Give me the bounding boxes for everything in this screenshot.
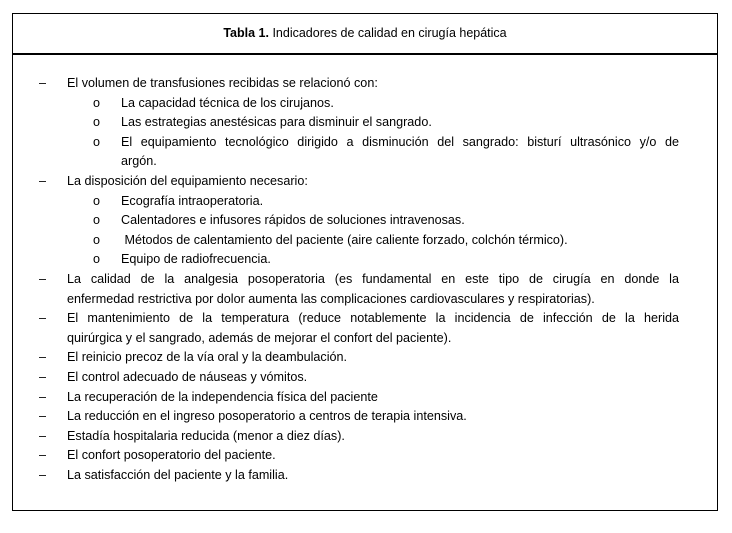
list-item	[13, 348, 717, 368]
dash-bullet: –	[39, 173, 47, 188]
sub-item	[13, 250, 717, 270]
line-text: El control adecuado de náuseas y vómitos.	[67, 369, 308, 384]
sub-item	[13, 113, 717, 133]
dash-bullet: –	[39, 467, 47, 482]
line-text: Ecografía intraoperatoria.	[121, 193, 264, 208]
line-text: El volumen de transfusiones recibidas se relacionó con:	[67, 76, 378, 90]
list-item-line	[13, 309, 717, 329]
dash-bullet: –	[39, 448, 47, 463]
circle-bullet: o	[93, 193, 101, 208]
circle-bullet: o	[93, 95, 101, 110]
line-text: La recuperación de la independencia física del paciente	[67, 389, 378, 404]
line-text: La calidad de la analgesia posoperatoria (es fundamental en este tipo de cirugía en donde la	[67, 271, 679, 286]
list-item	[13, 388, 717, 408]
line-text: Equipo de radiofrecuencia.	[121, 252, 271, 267]
line-text: La capacidad técnica de los cirujanos.	[121, 95, 334, 110]
list-item	[13, 74, 717, 94]
quality-indicators-table	[12, 13, 718, 511]
indicator-list	[13, 74, 717, 485]
line-text: El equipamiento tecnológico dirigido a disminución del sangrado: bisturí ultrasónico y/o de	[121, 134, 679, 149]
circle-bullet: o	[93, 134, 101, 149]
list-item-line	[13, 290, 717, 310]
list-item	[13, 446, 717, 466]
dash-bullet: –	[39, 389, 47, 404]
sub-item	[13, 231, 717, 251]
list-item	[13, 172, 717, 192]
line-text: enfermedad restrictiva por dolor aumenta las complicaciones cardiovasculares y respiratorias).	[67, 291, 595, 306]
circle-bullet: o	[93, 252, 101, 267]
dash-bullet: –	[39, 76, 47, 90]
line-text: Métodos de calentamiento del paciente (aire caliente forzado, colchón térmico).	[121, 232, 568, 247]
dash-bullet: –	[39, 311, 47, 326]
list-item	[13, 407, 717, 427]
list-item	[13, 466, 717, 486]
list-item	[13, 368, 717, 388]
line-text: El mantenimiento de la temperatura (reduce notablemente la incidencia de infección de la herida	[67, 311, 679, 326]
list-item-line	[13, 329, 717, 349]
table-caption-label: Tabla 1.	[223, 26, 269, 40]
line-text: La satisfacción del paciente y la familia.	[67, 467, 289, 482]
line-text: La reducción en el ingreso posoperatorio a centros de terapia intensiva.	[67, 409, 467, 424]
line-text: El reinicio precoz de la vía oral y la deambulación.	[67, 350, 348, 365]
table-caption-title: Indicadores de calidad en cirugía hepática	[272, 26, 507, 40]
sub-item	[13, 192, 717, 212]
sub-item-line	[13, 133, 717, 153]
line-text: argón.	[121, 154, 157, 169]
circle-bullet: o	[93, 232, 101, 247]
line-text: Estadía hospitalaria reducida (menor a diez días).	[67, 428, 345, 443]
sub-item-line	[13, 152, 717, 172]
line-text: Las estrategias anestésicas para disminuir el sangrado.	[121, 115, 432, 130]
dash-bullet: –	[39, 369, 47, 384]
dash-bullet: –	[39, 271, 47, 286]
circle-bullet: o	[93, 213, 101, 228]
line-text: El confort posoperatorio del paciente.	[67, 448, 276, 463]
sub-item	[13, 211, 717, 231]
table-caption	[13, 14, 717, 55]
line-text: Calentadores e infusores rápidos de soluciones intravenosas.	[121, 213, 465, 228]
dash-bullet: –	[39, 428, 47, 443]
dash-bullet: –	[39, 350, 47, 365]
dash-bullet: –	[39, 409, 47, 424]
list-item-line	[13, 270, 717, 290]
list-item	[13, 427, 717, 447]
sub-item	[13, 94, 717, 114]
line-text: quirúrgica y el sangrado, además de mejorar el confort del paciente).	[67, 330, 452, 345]
line-text: La disposición del equipamiento necesario:	[67, 173, 308, 188]
circle-bullet: o	[93, 115, 101, 130]
